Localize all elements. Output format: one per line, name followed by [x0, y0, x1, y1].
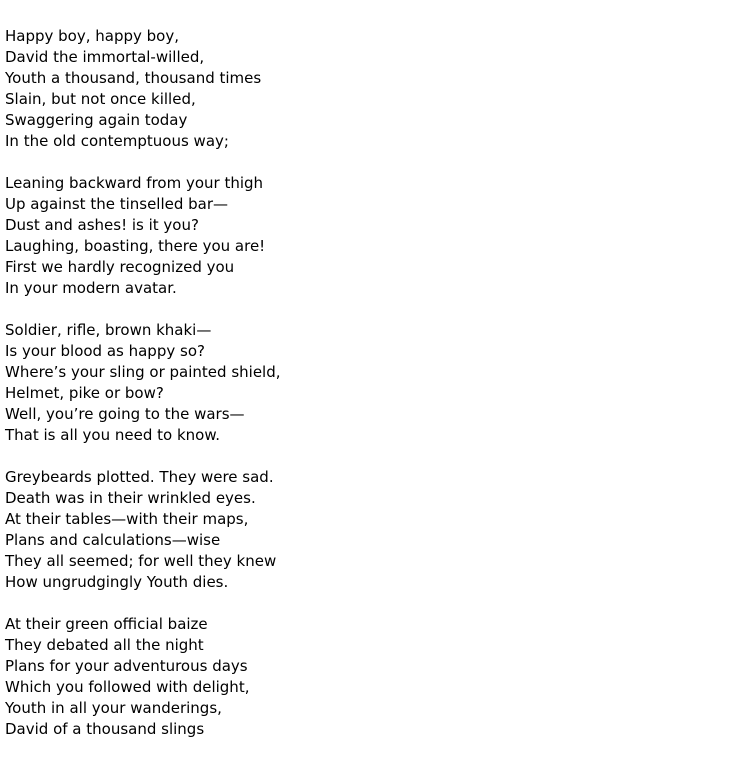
- poem-line: Greybeards plotted. They were sad.: [5, 468, 274, 486]
- poem-text: [5, 26, 281, 740]
- poem-line: Is your blood as happy so?: [5, 342, 205, 360]
- stanza-1: [5, 26, 281, 152]
- stanza-5: [5, 614, 281, 740]
- poem-line: Swaggering again today: [5, 111, 188, 129]
- poem-line: Slain, but not once killed,: [5, 90, 196, 108]
- poem-line: Death was in their wrinkled eyes.: [5, 489, 256, 507]
- poem-line: Plans and calculations—wise: [5, 531, 221, 549]
- poem-line: They all seemed; for well they knew: [5, 552, 277, 570]
- poem-line: Happy boy, happy boy,: [5, 27, 180, 45]
- poem-line: Up against the tinselled bar—: [5, 195, 229, 213]
- poem-line: In your modern avatar.: [5, 279, 177, 297]
- poem-line: That is all you need to know.: [5, 426, 220, 444]
- poem-line: In the old contemptuous way;: [5, 132, 229, 150]
- poem-line: David of a thousand slings: [5, 720, 205, 738]
- poem-line: Helmet, pike or bow?: [5, 384, 164, 402]
- poem-line: Youth in all your wanderings,: [5, 699, 222, 717]
- poem-line: Dust and ashes! is it you?: [5, 216, 199, 234]
- poem-line: Well, you’re going to the wars—: [5, 405, 245, 423]
- poem-line: At their tables—with their maps,: [5, 510, 249, 528]
- stanza-3: [5, 320, 281, 446]
- poem-line: Soldier, rifle, brown khaki—: [5, 321, 212, 339]
- poem-line: Which you followed with delight,: [5, 678, 250, 696]
- poem-line: Plans for your adventurous days: [5, 657, 248, 675]
- poem-line: Laughing, boasting, there you are!: [5, 237, 266, 255]
- poem-line: At their green official baize: [5, 615, 208, 633]
- poem-line: They debated all the night: [5, 636, 204, 654]
- poem-line: First we hardly recognized you: [5, 258, 235, 276]
- stanza-4: [5, 467, 281, 593]
- poem-line: Youth a thousand, thousand times: [5, 69, 262, 87]
- poem-line: How ungrudgingly Youth dies.: [5, 573, 229, 591]
- poem-line: David the immortal-willed,: [5, 48, 205, 66]
- poem-line: Leaning backward from your thigh: [5, 174, 264, 192]
- stanza-2: [5, 173, 281, 299]
- poem-line: Where’s your sling or painted shield,: [5, 363, 281, 381]
